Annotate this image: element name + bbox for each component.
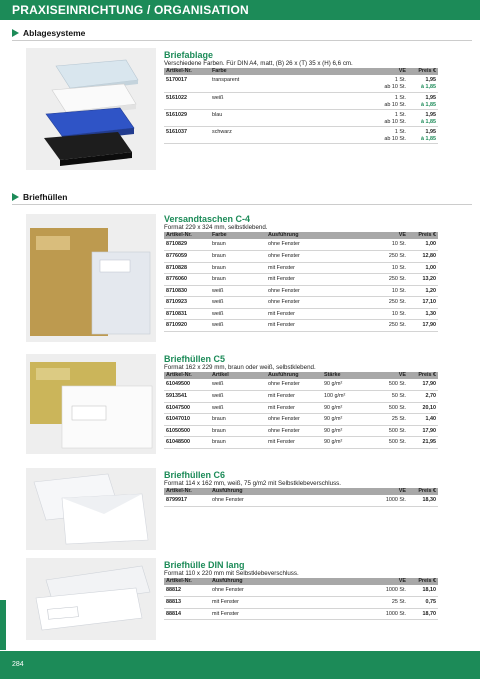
table-header-row — [164, 372, 438, 379]
table-header-row — [164, 488, 438, 495]
table-cell: 500 St. — [372, 425, 408, 437]
table-cell: braun — [210, 239, 266, 251]
table-cell: 8799917 — [164, 495, 210, 507]
col-header: Artikel-Nr. — [164, 68, 210, 75]
table-cell: 250 St. — [358, 297, 408, 309]
table-cell: weiß — [210, 285, 266, 297]
table-cell: 1000 St. — [358, 608, 408, 620]
col-header: Preis € — [408, 488, 438, 495]
c6-table — [164, 488, 438, 507]
col-header: Preis € — [408, 578, 438, 585]
header-bar — [0, 0, 480, 20]
col-header: Ausführung — [266, 232, 358, 239]
table-cell — [210, 126, 358, 143]
table-cell: braun — [210, 414, 266, 426]
table-cell: 10 St. — [358, 285, 408, 297]
table-cell — [358, 126, 408, 143]
table-row — [164, 239, 438, 251]
table-cell — [210, 92, 358, 109]
table-cell: 90 g/m² — [322, 425, 372, 437]
table-cell: 1,20 — [408, 285, 438, 297]
table-row — [164, 437, 438, 449]
product-briefablage — [164, 50, 438, 144]
col-header: Preis € — [408, 232, 438, 239]
table-row — [164, 585, 438, 597]
footer-bar — [0, 651, 480, 679]
table-cell: 8710829 — [164, 239, 210, 251]
table-cell: 1,30 — [408, 308, 438, 320]
ve-value: 1 St. — [394, 77, 406, 83]
table-cell: 8710923 — [164, 297, 210, 309]
table-cell: 88812 — [164, 585, 210, 597]
versandtaschen-table — [164, 232, 438, 332]
col-header: Ausführung — [210, 578, 358, 585]
col-header: Farbe — [210, 232, 266, 239]
price-value: à 1,85 — [421, 118, 436, 125]
table-cell: mit Fenster — [266, 308, 358, 320]
table-cell: 90 g/m² — [322, 379, 372, 391]
ve-value: 1 St. — [394, 111, 406, 118]
product-title: Briefhüllen C5 — [164, 354, 226, 364]
ve-value: ab 10 St. — [384, 118, 406, 125]
table-cell: ohne Fenster — [266, 414, 322, 426]
table-cell — [358, 109, 408, 126]
price-value: 1,95 — [425, 111, 436, 118]
col-header: Preis € — [408, 372, 438, 379]
article-number: 5170017 — [166, 77, 187, 83]
table-row — [164, 379, 438, 391]
color-value: schwarz — [212, 128, 232, 135]
triangle-bullet-icon — [12, 29, 19, 37]
table-cell: braun — [210, 251, 266, 263]
table-cell: weiß — [210, 379, 266, 391]
product-description: Format 229 x 324 mm, selbstklebend. — [164, 224, 268, 231]
section-head-ablage — [12, 28, 85, 38]
col-header: Artikel-Nr. — [164, 372, 210, 379]
table-cell: 10 St. — [358, 308, 408, 320]
price-value: 1,95 — [425, 77, 436, 83]
table-row — [164, 414, 438, 426]
color-value: weiß — [212, 94, 224, 101]
table-row — [164, 285, 438, 297]
table-cell: ohne Fenster — [210, 585, 358, 597]
table-cell: ohne Fenster — [266, 251, 358, 263]
table-cell: 25 St. — [372, 414, 408, 426]
chapter-tab-marker — [0, 600, 6, 650]
briefablage-image — [26, 48, 156, 170]
table-cell: 500 St. — [372, 437, 408, 449]
article-number: 5161029 — [166, 111, 187, 118]
table-cell — [408, 75, 438, 92]
col-header: Ausführung — [210, 488, 358, 495]
color-value: blau — [212, 111, 223, 118]
table-cell: 2,70 — [408, 391, 438, 403]
table-cell: 12,80 — [408, 251, 438, 263]
table-cell: mit Fenster — [266, 262, 358, 274]
table-cell — [164, 75, 210, 92]
table-cell: 17,90 — [408, 379, 438, 391]
header-title: PRAXISEINRICHTUNG / ORGANISATION — [12, 3, 249, 17]
table-cell: 500 St. — [372, 402, 408, 414]
table-row — [164, 495, 438, 507]
table-cell: 10 St. — [358, 239, 408, 251]
briefablage-table — [164, 68, 438, 144]
col-header: Ausführung — [266, 372, 322, 379]
table-cell — [408, 126, 438, 143]
table-cell — [164, 126, 210, 143]
table-cell — [408, 109, 438, 126]
table-cell — [408, 92, 438, 109]
table-cell: mit Fenster — [210, 597, 358, 609]
product-description: Format 162 x 229 mm, braun oder weiß, selbstklebend. — [164, 364, 316, 371]
table-cell: 90 g/m² — [322, 414, 372, 426]
table-cell: 8710831 — [164, 308, 210, 320]
table-row — [164, 297, 438, 309]
briefhuellen-c5-image — [26, 354, 156, 454]
table-cell: 0,75 — [408, 597, 438, 609]
table-cell — [210, 75, 358, 92]
table-cell: mit Fenster — [266, 391, 322, 403]
table-row — [164, 402, 438, 414]
ve-value: 1 St. — [394, 128, 406, 135]
table-row — [164, 75, 438, 92]
price-value: à 1,85 — [421, 135, 436, 142]
table-row — [164, 425, 438, 437]
table-cell: 1000 St. — [358, 585, 408, 597]
table-cell: 21,95 — [408, 437, 438, 449]
table-cell: 18,30 — [408, 495, 438, 507]
table-cell: 8710830 — [164, 285, 210, 297]
table-cell — [164, 92, 210, 109]
ve-value: 1 St. — [394, 94, 406, 101]
table-header-row — [164, 232, 438, 239]
table-cell: 250 St. — [358, 274, 408, 286]
table-row — [164, 126, 438, 143]
table-cell: 61050500 — [164, 425, 210, 437]
table-cell: 8710828 — [164, 262, 210, 274]
col-header: VE — [358, 232, 408, 239]
price-value: à 1,85 — [421, 101, 436, 108]
col-header: Artikel-Nr. — [164, 488, 210, 495]
table-cell: 8710920 — [164, 320, 210, 332]
table-cell: ohne Fenster — [266, 297, 358, 309]
ve-value: ab 10 St. — [384, 101, 406, 108]
table-cell: weiß — [210, 391, 266, 403]
table-cell: 17,10 — [408, 297, 438, 309]
price-value: à 1,85 — [421, 84, 436, 90]
table-cell: 61047010 — [164, 414, 210, 426]
table-cell: 90 g/m² — [322, 437, 372, 449]
section-head-brief — [12, 192, 67, 202]
table-cell: mit Fenster — [266, 320, 358, 332]
price-value: 1,95 — [425, 128, 436, 135]
table-cell: 1,40 — [408, 414, 438, 426]
table-cell: 100 g/m² — [322, 391, 372, 403]
table-cell: 90 g/m² — [322, 402, 372, 414]
section-divider — [12, 40, 472, 41]
table-cell: 18,70 — [408, 608, 438, 620]
table-cell: 61047500 — [164, 402, 210, 414]
section-title-ablage: Ablagesysteme — [23, 28, 86, 38]
table-cell: ohne Fenster — [266, 285, 358, 297]
col-header: VE — [358, 578, 408, 585]
col-header: VE — [358, 488, 408, 495]
table-row — [164, 109, 438, 126]
table-cell: 17,90 — [408, 320, 438, 332]
table-row — [164, 391, 438, 403]
table-cell: 8776060 — [164, 274, 210, 286]
briefhuellen-c6-image — [26, 468, 156, 550]
table-cell — [164, 109, 210, 126]
table-cell: 61049500 — [164, 379, 210, 391]
product-description: Verschiedene Farben. Für DIN A4, matt, (B) 26 x (T) 35 x (H) 6,6 cm. — [164, 60, 353, 67]
table-cell: braun — [210, 425, 266, 437]
col-header: Stärke — [322, 372, 372, 379]
c5-table — [164, 372, 438, 449]
triangle-bullet-icon — [12, 193, 19, 201]
col-header: VE — [358, 68, 408, 75]
table-cell: braun — [210, 437, 266, 449]
table-row — [164, 597, 438, 609]
table-cell: weiß — [210, 320, 266, 332]
dinlang-table — [164, 578, 438, 620]
table-cell: 250 St. — [358, 320, 408, 332]
table-cell: 1,00 — [408, 239, 438, 251]
product-versandtaschen — [164, 214, 438, 332]
article-number: 5161037 — [166, 128, 187, 135]
col-header: Preis € — [408, 68, 438, 75]
table-cell — [358, 75, 408, 92]
section-divider — [12, 204, 472, 205]
product-description: Format 114 x 162 mm, weiß, 75 g/m2 mit Selbstklebeverschluss. — [164, 480, 341, 487]
table-cell: weiß — [210, 297, 266, 309]
table-cell: 88814 — [164, 608, 210, 620]
col-header: Artikel-Nr. — [164, 578, 210, 585]
table-cell: braun — [210, 262, 266, 274]
table-cell: ohne Fenster — [210, 495, 358, 507]
table-cell: braun — [210, 274, 266, 286]
table-row — [164, 262, 438, 274]
table-cell: weiß — [210, 402, 266, 414]
col-header: Farbe — [210, 68, 358, 75]
table-cell: 500 St. — [372, 379, 408, 391]
table-cell: mit Fenster — [266, 274, 358, 286]
ve-value: ab 10 St. — [384, 84, 406, 90]
col-header: Artikel — [210, 372, 266, 379]
table-cell: 20,10 — [408, 402, 438, 414]
table-row — [164, 251, 438, 263]
table-cell: ohne Fenster — [266, 239, 358, 251]
table-row — [164, 320, 438, 332]
table-cell: ohne Fenster — [266, 379, 322, 391]
ve-value: ab 10 St. — [384, 135, 406, 142]
product-title: Briefhüllen C6 — [164, 470, 226, 480]
table-header-row — [164, 578, 438, 585]
table-row — [164, 274, 438, 286]
product-title: Briefablage — [164, 50, 214, 60]
table-cell: 10 St. — [358, 262, 408, 274]
versandtaschen-image — [26, 214, 156, 342]
product-c6 — [164, 470, 438, 507]
product-description: Format 110 x 220 mm mit Selbstklebeverschluss. — [164, 570, 299, 577]
table-cell: 50 St. — [372, 391, 408, 403]
table-cell: 61048500 — [164, 437, 210, 449]
table-cell: 250 St. — [358, 251, 408, 263]
color-value: transparent — [212, 77, 240, 83]
price-value: 1,95 — [425, 94, 436, 101]
table-row — [164, 608, 438, 620]
table-cell: mit Fenster — [266, 402, 322, 414]
table-cell: weiß — [210, 308, 266, 320]
table-cell: 1000 St. — [358, 495, 408, 507]
table-cell: 88813 — [164, 597, 210, 609]
product-dinlang — [164, 560, 438, 620]
product-title: Briefhülle DIN lang — [164, 560, 245, 570]
col-header: VE — [372, 372, 408, 379]
table-cell: 8776059 — [164, 251, 210, 263]
table-cell: mit Fenster — [266, 437, 322, 449]
col-header: Artikel-Nr. — [164, 232, 210, 239]
table-cell: mit Fenster — [210, 608, 358, 620]
product-c5 — [164, 354, 438, 449]
table-cell: 18,10 — [408, 585, 438, 597]
table-row — [164, 308, 438, 320]
table-cell: 17,90 — [408, 425, 438, 437]
table-cell: 1,00 — [408, 262, 438, 274]
product-title: Versandtaschen C-4 — [164, 214, 251, 224]
table-cell — [358, 92, 408, 109]
table-cell: 13,20 — [408, 274, 438, 286]
table-cell: 25 St. — [358, 597, 408, 609]
table-cell: ohne Fenster — [266, 425, 322, 437]
page-number: 284 — [12, 661, 24, 668]
section-title-brief: Briefhüllen — [23, 192, 68, 202]
table-row — [164, 92, 438, 109]
article-number: 5161022 — [166, 94, 187, 101]
table-header-row — [164, 68, 438, 75]
table-cell: 5913541 — [164, 391, 210, 403]
briefhuelle-dinlang-image — [26, 558, 156, 640]
table-cell — [210, 109, 358, 126]
